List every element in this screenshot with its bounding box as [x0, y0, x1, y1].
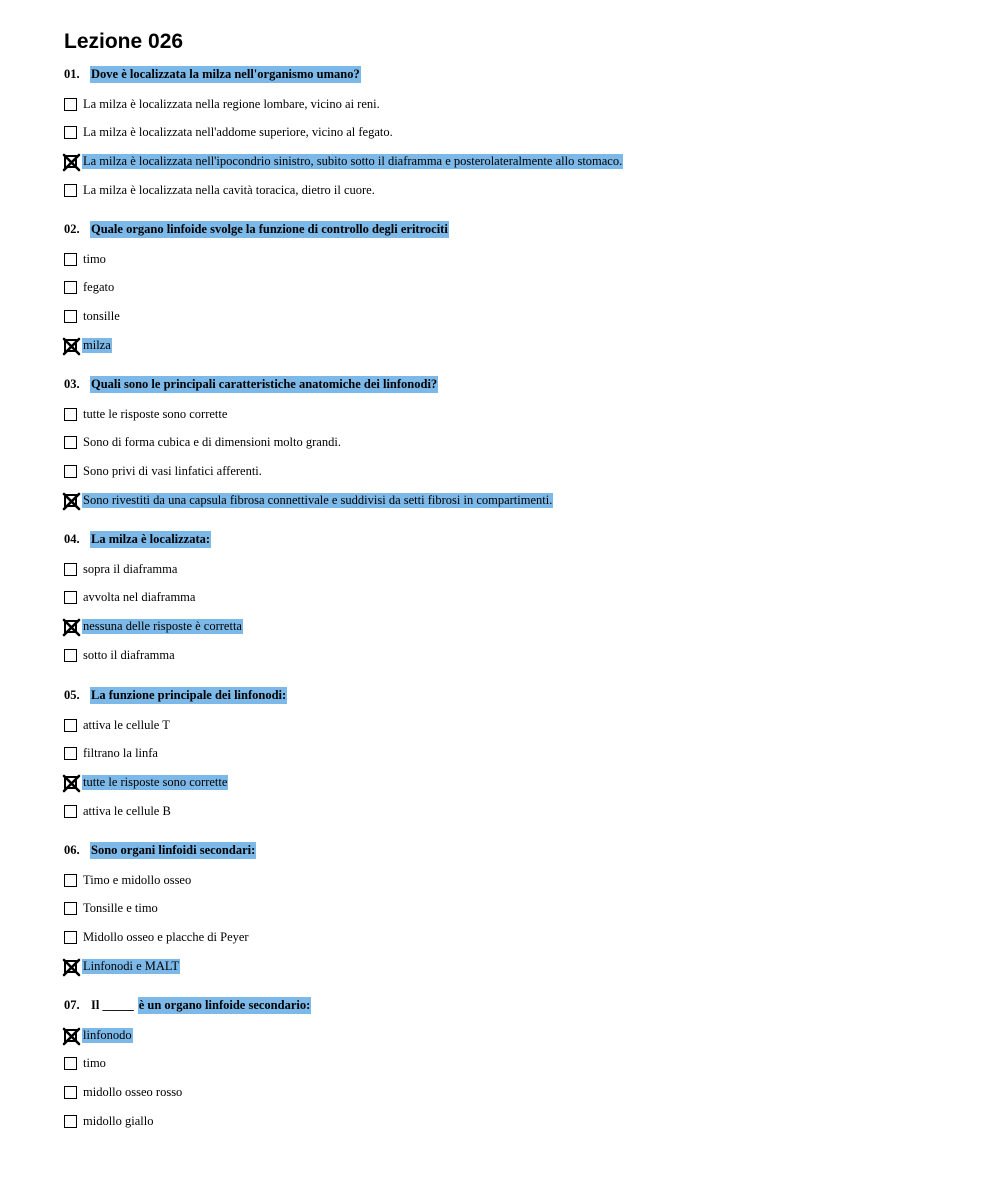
- page-title: Lezione 026: [64, 30, 184, 53]
- question-prefix: Il _____: [91, 997, 134, 1012]
- answer-option[interactable]: [64, 952, 964, 981]
- question-heading: [64, 64, 964, 84]
- answer-option[interactable]: [64, 768, 964, 797]
- answer-text: milza: [83, 337, 111, 352]
- question-heading: [64, 219, 964, 239]
- checkbox-icon[interactable]: [64, 184, 77, 197]
- answer-option[interactable]: [64, 176, 964, 205]
- question-heading: [64, 374, 964, 394]
- answer-text: tutte le risposte sono corrette: [83, 774, 228, 789]
- answer-option[interactable]: [64, 1078, 964, 1107]
- question-number: 05.: [64, 687, 80, 702]
- question-5: [64, 685, 964, 825]
- question-6: [64, 840, 964, 980]
- answer-option[interactable]: [64, 923, 964, 952]
- question-text: Quali sono le principali caratteristiche anatomiche dei linfonodi?: [91, 376, 438, 391]
- answer-text: Linfonodi e MALT: [83, 958, 180, 973]
- question-3: [64, 374, 964, 514]
- answer-text: Sono privi di vasi linfatici afferenti.: [83, 463, 262, 478]
- answer-text: fegato: [83, 280, 115, 295]
- answer-options: [64, 400, 964, 514]
- checkbox-icon[interactable]: [64, 465, 77, 478]
- answer-option[interactable]: [64, 274, 964, 303]
- question-text: è un organo linfoide secondario:: [138, 997, 311, 1012]
- question-number: 01.: [64, 66, 80, 81]
- checkbox-icon[interactable]: [64, 408, 77, 421]
- answer-option[interactable]: [64, 302, 964, 331]
- checkbox-icon[interactable]: [64, 874, 77, 887]
- answer-option[interactable]: [64, 866, 964, 895]
- checkbox-icon[interactable]: [64, 126, 77, 139]
- question-number: 02.: [64, 221, 80, 236]
- question-number: 06.: [64, 842, 80, 857]
- question-heading: [64, 529, 964, 549]
- question-7: [64, 995, 964, 1135]
- answer-text: midollo giallo: [83, 1113, 154, 1128]
- answer-option[interactable]: [64, 555, 964, 584]
- answer-option[interactable]: [64, 400, 964, 429]
- question-heading: [64, 685, 964, 705]
- checkbox-icon[interactable]: [64, 253, 77, 266]
- answer-options: [64, 1021, 964, 1135]
- answer-text: Tonsille e timo: [83, 901, 158, 916]
- checkbox-icon[interactable]: [64, 281, 77, 294]
- checkbox-icon[interactable]: [64, 563, 77, 576]
- answer-options: [64, 90, 964, 204]
- answer-option[interactable]: [64, 119, 964, 148]
- answer-text: La milza è localizzata nell'ipocondrio sinistro, subito sotto il diaframma e posterolateralmente allo stomaco.: [83, 153, 623, 168]
- answer-text: La milza è localizzata nella regione lombare, vicino ai reni.: [83, 96, 380, 111]
- checkbox-icon[interactable]: [64, 931, 77, 944]
- checkbox-icon[interactable]: [64, 805, 77, 818]
- checkbox-icon[interactable]: [64, 1057, 77, 1070]
- answer-text: linfonodo: [83, 1027, 132, 1042]
- question-text: Quale organo linfoide svolge la funzione di controllo degli eritrociti: [91, 221, 448, 236]
- question-text: Dove è localizzata la milza nell'organismo umano?: [91, 66, 360, 81]
- checkbox-icon[interactable]: [64, 902, 77, 915]
- question-heading: [64, 840, 964, 860]
- question-4: [64, 529, 964, 669]
- answer-option[interactable]: [64, 1107, 964, 1136]
- answer-text: Sono rivestiti da una capsula fibrosa connettivale e suddivisi da setti fibrosi in compartimenti.: [83, 492, 553, 507]
- question-2: [64, 219, 964, 359]
- checked-checkbox-icon[interactable]: [64, 960, 77, 973]
- answer-option[interactable]: [64, 641, 964, 670]
- answer-text: Midollo osseo e placche di Peyer: [83, 929, 249, 944]
- answer-option[interactable]: [64, 90, 964, 119]
- answer-text: Timo e midollo osseo: [83, 872, 192, 887]
- question-number: 04.: [64, 531, 80, 546]
- answer-text: avvolta nel diaframma: [83, 590, 196, 605]
- answer-text: filtrano la linfa: [83, 746, 158, 761]
- answer-text: nessuna delle risposte è corretta: [83, 618, 242, 633]
- answer-options: [64, 866, 964, 980]
- answer-text: La milza è localizzata nella cavità toracica, dietro il cuore.: [83, 182, 375, 197]
- checked-checkbox-icon[interactable]: [64, 620, 77, 633]
- answer-text: La milza è localizzata nell'addome superiore, vicino al fegato.: [83, 125, 393, 140]
- answer-text: tonsille: [83, 308, 120, 323]
- answer-text: timo: [83, 251, 106, 266]
- checkbox-icon[interactable]: [64, 719, 77, 732]
- answer-option[interactable]: [64, 612, 964, 641]
- question-text: Sono organi linfoidi secondari:: [91, 842, 256, 857]
- checkbox-icon[interactable]: [64, 747, 77, 760]
- answer-option[interactable]: [64, 584, 964, 613]
- answer-text: timo: [83, 1056, 106, 1071]
- checked-checkbox-icon[interactable]: [64, 1029, 77, 1042]
- answer-option[interactable]: [64, 245, 964, 274]
- answer-option[interactable]: [64, 331, 964, 360]
- answer-text: sotto il diaframma: [83, 647, 175, 662]
- question-text: La funzione principale dei linfonodi:: [91, 687, 287, 702]
- checkbox-icon[interactable]: [64, 436, 77, 449]
- answer-option[interactable]: [64, 1050, 964, 1079]
- question-number: 07.: [64, 997, 80, 1012]
- answer-option[interactable]: [64, 740, 964, 769]
- answer-options: [64, 711, 964, 825]
- answer-options: [64, 245, 964, 359]
- checkbox-icon[interactable]: [64, 591, 77, 604]
- answer-option[interactable]: [64, 895, 964, 924]
- checkbox-icon[interactable]: [64, 98, 77, 111]
- checkbox-icon[interactable]: [64, 1115, 77, 1128]
- checked-checkbox-icon[interactable]: [64, 776, 77, 789]
- checkbox-icon[interactable]: [64, 310, 77, 323]
- question-number: 03.: [64, 376, 80, 391]
- answer-text: attiva le cellule B: [83, 803, 171, 818]
- answer-option[interactable]: [64, 457, 964, 486]
- answer-text: midollo osseo rosso: [83, 1084, 183, 1099]
- answer-option[interactable]: [64, 147, 964, 176]
- checked-checkbox-icon[interactable]: [64, 494, 77, 507]
- checkbox-icon[interactable]: [64, 1086, 77, 1099]
- question-text: La milza è localizzata:: [91, 531, 211, 546]
- answer-option[interactable]: [64, 486, 964, 515]
- answer-option[interactable]: [64, 797, 964, 826]
- answer-text: attiva le cellule T: [83, 717, 170, 732]
- checked-checkbox-icon[interactable]: [64, 339, 77, 352]
- answer-option[interactable]: [64, 1021, 964, 1050]
- answer-text: tutte le risposte sono corrette: [83, 406, 228, 421]
- answer-text: sopra il diaframma: [83, 561, 178, 576]
- answer-text: Sono di forma cubica e di dimensioni molto grandi.: [83, 435, 341, 450]
- answer-option[interactable]: [64, 711, 964, 740]
- answer-options: [64, 555, 964, 669]
- answer-option[interactable]: [64, 429, 964, 458]
- checked-checkbox-icon[interactable]: [64, 155, 77, 168]
- checkbox-icon[interactable]: [64, 649, 77, 662]
- question-heading: [64, 995, 964, 1015]
- question-1: [64, 64, 964, 204]
